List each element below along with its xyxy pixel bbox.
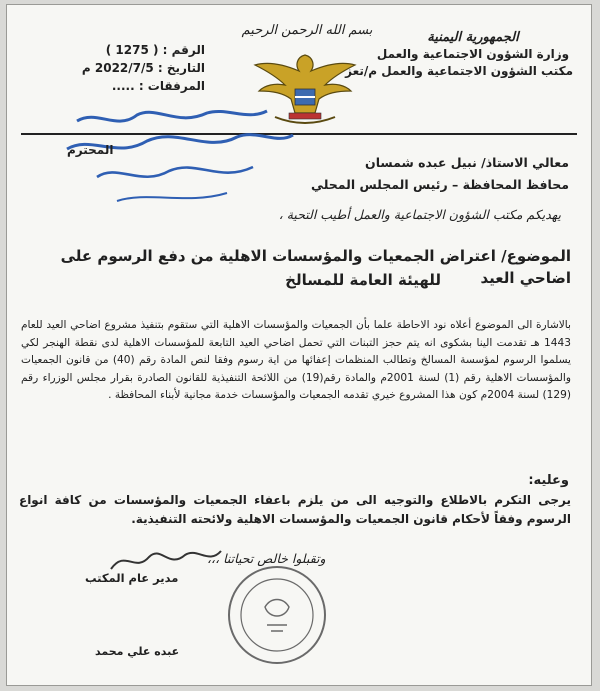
signatory-title: مدير عام المكتب — [85, 571, 179, 585]
request-paragraph: يرجى التكرم بالاطلاع والتوجيه الى من يلزم باعفاء الجمعيات والمؤسسات من كافة انواع الرسوم وفقاً لأحكام قانون الجمعيات والمؤسسات الاهلية ولائحته التنفيذية. — [19, 493, 571, 526]
closing-regards: وتقبلوا خالص تحياتنا ،،، — [207, 551, 326, 566]
therefore-heading: وعليه: — [528, 473, 569, 488]
letter-page — [6, 4, 592, 686]
attachments-label: المرفقات : ..... — [111, 79, 205, 93]
respected-salutation: المحترم — [67, 143, 114, 157]
addressee-name: معالي الاستاذ/ نبيل عبده شمسان — [365, 155, 569, 170]
reference-block — [45, 41, 205, 95]
letterhead-line-3: مكتب الشؤون الاجتماعية والعمل م/تعز — [345, 64, 573, 78]
greeting-line: يهديكم مكتب الشؤون الاجتماعية والعمل أطيب التحية ، — [278, 207, 561, 222]
letterhead-line-1: الجمهورية اليمنية — [427, 30, 519, 45]
official-stamp-icon — [225, 563, 329, 667]
reference-number: الرقم : ( 1275 ) — [105, 43, 205, 57]
subject-line: الموضوع/ اعتراض الجمعيات والمؤسسات الاهلية من دفع الرسوم على اضاحي العيد — [60, 247, 571, 287]
addressee-title: محافظ المحافظة – رئيس المجلس المحلي — [311, 177, 569, 192]
signatory-name: عبده علي محمد — [95, 645, 180, 658]
letterhead-line-2: وزارة الشؤون الاجتماعية والعمل — [376, 47, 570, 61]
letter-date: التاريخ : 2022/7/5 م — [81, 61, 205, 75]
basmala: بسم الله الرحمن الرحيم — [241, 23, 373, 38]
subject-line-continued: للهيئة العامة للمسالخ — [285, 271, 441, 289]
letter-body: بالاشارة الى الموضوع أعلاه نود الاحاطة علما بأن الجمعيات والمؤسسات الاهلية التي ستقوم بتنفيذ مشروع اضاحي العيد للعام 1443 هـ تقدمت الينا بشكوى انه يتم حجز التبنات التي تحمل اضاحي العيد التابعة للمؤسسات الاهلية لدى نقطة الهنجر لكي يسلموا الرسوم لمؤسسة المسالخ وتطالب المنظمات إعفائها من اية رسوم وفقا لنص المادة رقم (40) من قانون الجمعيات والمؤسسات الاهلية رقم (1) لسنة 2001م والمادة رقم(19) من اللائحة التنفيذية للقانون الصادرة بقرار مجلس الوزراء رقم (129) لسنة 2004م كون هذا المشروع خيري تقدمه الجمعيات والمؤسسات خدمة مجانية لأبناء المحافظة . — [21, 319, 572, 401]
